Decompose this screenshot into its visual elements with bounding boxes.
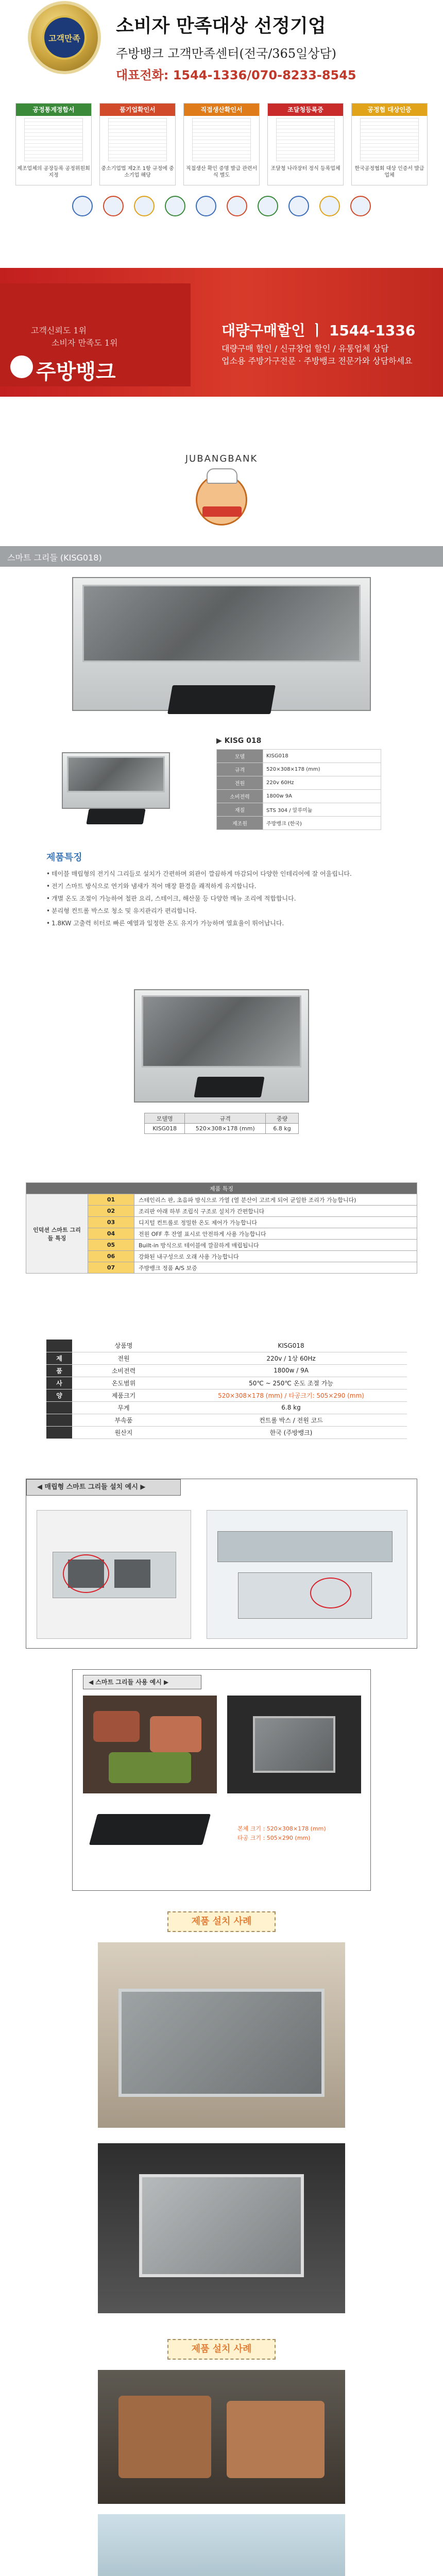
- table-row: [46, 1426, 407, 1438]
- caption-cell: KISG018: [145, 1124, 185, 1134]
- feature-category: 인덕션 스마트 그리들 특징: [26, 1194, 88, 1274]
- feature-text: 디지털 컨트롤로 정밀한 온도 제어가 가능합니다: [134, 1217, 417, 1228]
- install-photo: [98, 1942, 345, 2128]
- cert-document-icon: [192, 118, 251, 161]
- feature-item: • 개별 온도 조절이 가능하여 철판 요리, 스테이크, 해산물 등 다양한 메뉴 조리에 적합합니다.: [46, 893, 407, 904]
- feature-text: Built-in 방식으로 테이블에 깔끔하게 매립됩니다: [134, 1240, 417, 1251]
- table-row: [46, 1414, 407, 1426]
- feature-text: 강화된 내구성으로 오래 사용 가능합니다: [134, 1251, 417, 1262]
- product-spec-table: [46, 1340, 407, 1439]
- spec-value: 한국 (주방뱅크): [175, 1426, 407, 1438]
- cert-logo-icon: [196, 196, 216, 216]
- spec-row: [217, 763, 381, 776]
- spec-value: 220v 60Hz: [263, 776, 381, 790]
- cert-logo-icon: [134, 196, 155, 216]
- spec-value: 1800w / 9A: [175, 1364, 407, 1377]
- feature-item: • 전기 스마트 방식으로 연기와 냄새가 적어 매장 환경을 쾌적하게 유지합니다.: [46, 881, 407, 891]
- table-diagram: [37, 1510, 191, 1639]
- product-thumbnail: [57, 747, 175, 835]
- feature-text: 전원 OFF 후 잔열 표시로 안전하게 사용 가능합니다: [134, 1228, 417, 1240]
- feature-text: 주방뱅크 정품 A/S 보증: [134, 1262, 417, 1274]
- cert-document-icon: [276, 118, 335, 161]
- cert-label: 품기업확인서: [100, 104, 175, 116]
- banner-desc-line: 업소용 주방가구전문 · 주방뱅크 전문가와 상담하세요: [222, 356, 413, 366]
- header-subtitle: 주방뱅크 고객만족센터(전국/365일상담): [116, 46, 337, 61]
- cooking-photo: [83, 1696, 217, 1793]
- usage-note-line: 타공 크기 : 505×290 (mm): [237, 1835, 311, 1841]
- spec-value: 520×308×178 (mm) / 타공크기: 505×290 (mm): [175, 1389, 407, 1401]
- feature-text: 스테인리스 판, 초음파 방식으로 가열 (열 분산이 고르게 되어 균일한 조리가 가능합니다): [134, 1194, 417, 1206]
- table-row: [46, 1340, 407, 1352]
- caption-head: 모델명: [145, 1113, 185, 1124]
- spec-key: 무게: [72, 1401, 175, 1414]
- cert-caption: 직접생산 확인 증명 발급 관련서식 별도: [185, 166, 258, 178]
- cert-caption: 중소기업법 제2조 1항 규정에 중소기업 해당: [101, 166, 174, 178]
- spec-row: [217, 750, 381, 763]
- feature-title: 제품특징: [46, 852, 82, 863]
- spec-section-char: 품: [46, 1364, 72, 1377]
- usage-note-line: 본체 크기 : 520×308×178 (mm): [237, 1825, 326, 1832]
- spec-key: 모델: [217, 750, 263, 763]
- cert-card[interactable]: [267, 103, 344, 185]
- banner-slogan-line: 소비자 만족도 1위: [52, 338, 118, 348]
- cert-logo-icon: [258, 196, 278, 216]
- cert-card[interactable]: [351, 103, 428, 185]
- cert-logo-icon: [350, 196, 371, 216]
- header-phone[interactable]: 대표전화: 1544-1336/070-8233-8545: [116, 68, 356, 82]
- spec-section-char: [46, 1340, 72, 1352]
- spec-value: 주방뱅크 (한국): [263, 817, 381, 830]
- spec-value: 220v / 1상 60Hz: [175, 1352, 407, 1364]
- cert-label: 조달청등록증: [268, 104, 343, 116]
- header-section: [0, 0, 443, 222]
- spec-value: 50℃ ~ 250℃ 온도 조절 가능: [175, 1377, 407, 1389]
- install-diagram-section: [26, 1479, 417, 1649]
- spec-section-char: [46, 1401, 72, 1414]
- brand-section: [0, 453, 443, 541]
- table-row: [46, 1377, 407, 1389]
- spec-table: [216, 749, 381, 830]
- product-hero-image: [0, 567, 443, 721]
- model-title: ▶ KISG 018: [216, 737, 262, 745]
- control-box: [167, 685, 276, 714]
- brand-name: JUBANGBANK: [185, 453, 258, 464]
- feature-num: 02: [88, 1206, 134, 1217]
- spec-key: 온도범위: [72, 1377, 175, 1389]
- banner-desc-line: 대량구매 할인 / 신규창업 할인 / 유통업체 상담: [222, 344, 389, 353]
- brand-logo-icon: [10, 355, 33, 378]
- install-title: ◀ 매립형 스마트 그리들 설치 예시 ▶: [26, 1479, 181, 1496]
- usage-title: ◀ 스마트 그리들 사용 예시 ▶: [83, 1675, 201, 1689]
- spec-key: 규격: [217, 763, 263, 776]
- feature-item: • 1.8KW 고출력 히터로 빠른 예열과 일정한 온도 유지가 가능하며 열효율이 뛰어납니다.: [46, 918, 407, 928]
- cert-card[interactable]: [99, 103, 176, 185]
- cert-logo-icon: [103, 196, 124, 216]
- install-case-label: 제품 설치 사례: [167, 2339, 276, 2360]
- spec-value: KISG018: [263, 750, 381, 763]
- table-row: [46, 1389, 407, 1401]
- cert-card[interactable]: [15, 103, 92, 185]
- spec-row: [217, 817, 381, 830]
- restaurant-photo: [98, 2514, 345, 2576]
- cert-logo-icon: [288, 196, 309, 216]
- highlight-circle: [310, 1578, 351, 1608]
- griddle-plate: [82, 585, 361, 662]
- table-row: [46, 1352, 407, 1364]
- feature-num: 06: [88, 1251, 134, 1262]
- feature-num: 07: [88, 1262, 134, 1274]
- award-medal-icon: [31, 4, 98, 71]
- feature-num: 01: [88, 1194, 134, 1206]
- spec-value: 컨트롤 박스 / 전원 코드: [175, 1414, 407, 1426]
- feature-item: • 테이블 매립형의 전기식 그리들로 설치가 간편하며 외관이 깔끔하게 마감되어 다양한 인테리어에 잘 어울립니다.: [46, 869, 407, 879]
- spec-section-char: 사: [46, 1377, 72, 1389]
- cert-logo-icon: [319, 196, 340, 216]
- usage-note: [237, 1824, 326, 1843]
- control-box: [194, 1077, 264, 1097]
- feature-text: 조리판 아래 하부 조립식 구조로 설치가 간편합니다: [134, 1206, 417, 1217]
- caption-cell: 520×308×178 (mm): [185, 1124, 266, 1134]
- cert-list: [15, 103, 428, 185]
- cert-document-icon: [360, 118, 419, 161]
- kitchen-diagram: [207, 1510, 407, 1639]
- feature-num: 05: [88, 1240, 134, 1251]
- caption-head: 중량: [266, 1113, 299, 1124]
- feature-num: 04: [88, 1228, 134, 1240]
- cert-logo-icon: [165, 196, 185, 216]
- spec-value: 1800w 9A: [263, 790, 381, 803]
- banner-brand-area: [0, 283, 191, 386]
- spec-section-char: 제: [46, 1352, 72, 1364]
- feature-table-title: 제품 특징: [26, 1183, 417, 1194]
- caption-head: 규격: [185, 1113, 266, 1124]
- cert-caption: 제조업체의 공장등록 공정위원회 지정: [17, 166, 90, 178]
- cert-document-icon: [108, 118, 167, 161]
- griddle-plate: [142, 995, 301, 1067]
- spec-value: 520×308×178 (mm): [263, 763, 381, 776]
- cert-label: 공정통계정합서: [16, 104, 91, 116]
- spec-key: 원산지: [72, 1426, 175, 1438]
- restaurant-photo: [98, 2370, 345, 2504]
- spec-section-char: [46, 1414, 72, 1426]
- header-title: 소비자 만족대상 선정기업: [116, 15, 326, 37]
- cert-label: 직접생산확인서: [184, 104, 259, 116]
- model-caption-table: [144, 1113, 299, 1134]
- banner-logo: 주방뱅크: [36, 360, 116, 384]
- banner-phone-line[interactable]: 대량구매할인 ㅣ 1544-1336: [222, 322, 416, 339]
- feature-list: [46, 869, 407, 930]
- cert-logo-icon: [72, 196, 93, 216]
- table-row: [26, 1194, 417, 1206]
- product-title-bar: [0, 546, 443, 567]
- spec-row: [217, 790, 381, 803]
- spec-value: KISG018: [175, 1340, 407, 1352]
- cert-caption: 한국공정협회 대상 인증서 발급 업체: [354, 166, 424, 178]
- cert-label: 공정협 대상인증: [352, 104, 427, 116]
- spec-key: 제품크기: [72, 1389, 175, 1401]
- feature-section: [0, 850, 443, 974]
- cert-card[interactable]: [183, 103, 260, 185]
- highlight-circle: [63, 1554, 109, 1593]
- cert-document-icon: [24, 118, 83, 161]
- cert-caption: 조달청 나라장터 정식 등록업체: [270, 166, 340, 172]
- feature-num: 03: [88, 1217, 134, 1228]
- table-row: [46, 1401, 407, 1414]
- product-photo-2: [0, 979, 443, 1164]
- spec-key: 전원: [217, 776, 263, 790]
- promo-banner[interactable]: [0, 268, 443, 397]
- spec-section-char: 양: [46, 1389, 72, 1401]
- spec-value: 6.8 kg: [175, 1401, 407, 1414]
- install-case-label: 제품 설치 사례: [167, 1911, 276, 1932]
- spec-summary: [0, 737, 443, 840]
- table-row: [46, 1364, 407, 1377]
- medal-label: 고객만족: [48, 33, 80, 43]
- feature-item: • 분리형 컨트롤 박스로 청소 및 유지관리가 편리합니다.: [46, 906, 407, 916]
- installed-griddle-photo: [227, 1696, 361, 1793]
- spec-value: STS 304 / 알루미늄: [263, 803, 381, 817]
- chef-mascot-icon: [196, 474, 247, 526]
- spec-key: 재질: [217, 803, 263, 817]
- header-top: [0, 0, 443, 88]
- cert-logo-icon: [227, 196, 247, 216]
- usage-section: [72, 1669, 371, 1891]
- spec-section-char: [46, 1426, 72, 1438]
- install-photo: [98, 2143, 345, 2313]
- product-title: 스마트 그리들 (KISG018): [7, 553, 102, 563]
- spec-key: 제조원: [217, 817, 263, 830]
- spec-row: [217, 803, 381, 817]
- spec-key: 소비전력: [72, 1364, 175, 1377]
- caption-cell: 6.8 kg: [266, 1124, 299, 1134]
- cert-logo-row: [72, 196, 381, 216]
- banner-slogan: [31, 325, 118, 349]
- spec-row: [217, 776, 381, 790]
- control-box-photo: [89, 1814, 211, 1845]
- spec-key: 소비전력: [217, 790, 263, 803]
- banner-slogan-line: 고객신뢰도 1위: [31, 326, 87, 335]
- spec-key: 전원: [72, 1352, 175, 1364]
- spec-key: 부속품: [72, 1414, 175, 1426]
- spec-key: 상품명: [72, 1340, 175, 1352]
- feature-table: [26, 1182, 417, 1274]
- banner-description: [222, 343, 428, 367]
